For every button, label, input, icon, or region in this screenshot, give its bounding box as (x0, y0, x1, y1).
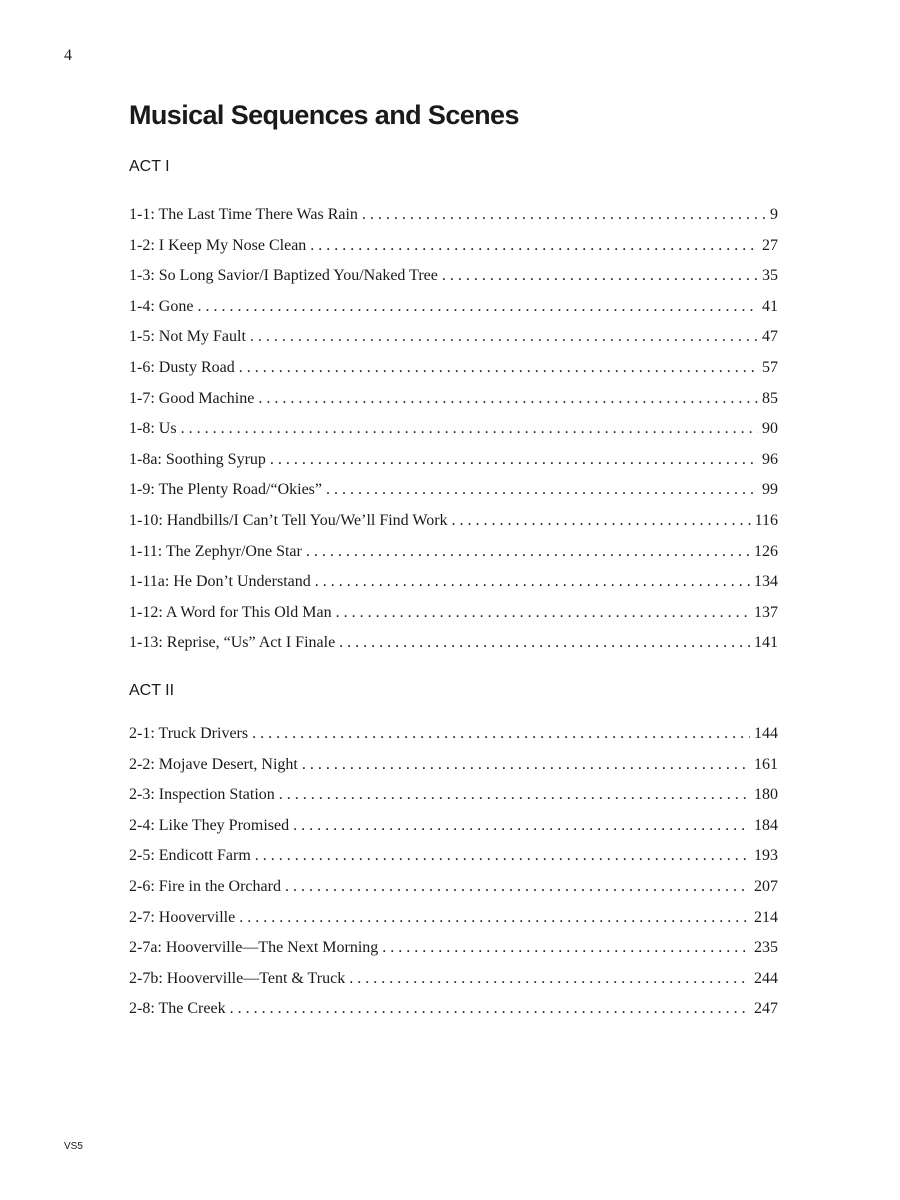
dot-leader (362, 206, 766, 224)
toc-entry-title: 1-11: The Zephyr/One Star (129, 542, 302, 560)
toc-entry[interactable] (129, 786, 778, 817)
toc-entry-title: 1-9: The Plenty Road/“Okies” (129, 481, 322, 499)
toc-entry[interactable] (129, 847, 778, 878)
toc-entry-title: 1-12: A Word for This Old Man (129, 603, 332, 621)
toc-entry-title: 2-2: Mojave Desert, Night (129, 755, 298, 773)
dot-leader (239, 909, 750, 927)
toc-entry[interactable] (129, 878, 778, 909)
dot-leader (239, 359, 758, 377)
toc-entry[interactable] (129, 634, 778, 665)
toc-entry-title: 1-3: So Long Savior/I Baptized You/Naked Tree (129, 267, 438, 285)
toc-entry[interactable] (129, 390, 778, 421)
toc-entry[interactable] (129, 756, 778, 787)
toc-list-act-1 (129, 206, 778, 665)
toc-entry-page: 57 (762, 358, 778, 376)
toc-entry-page: 134 (754, 573, 778, 591)
toc-entry[interactable] (129, 420, 778, 451)
toc-entry-title: 1-8a: Soothing Syrup (129, 450, 266, 468)
dot-leader (197, 298, 758, 316)
dot-leader (339, 634, 750, 652)
toc-entry-page: 47 (762, 328, 778, 346)
toc-entry-page: 99 (762, 481, 778, 499)
toc-entry[interactable] (129, 909, 778, 940)
dot-leader (310, 237, 758, 255)
dot-leader (250, 328, 758, 346)
toc-entry-page: 207 (754, 877, 778, 895)
toc-entry[interactable] (129, 298, 778, 329)
toc-entry[interactable] (129, 543, 778, 574)
toc-entry-page: 235 (754, 939, 778, 957)
page-number: 4 (64, 47, 72, 64)
toc-entry-page: 214 (754, 908, 778, 926)
toc-entry-page: 116 (754, 511, 778, 529)
toc-entry-title: 1-1: The Last Time There Was Rain (129, 206, 358, 223)
toc-entry[interactable] (129, 604, 778, 635)
dot-leader (452, 512, 751, 530)
toc-entry-title: 1-7: Good Machine (129, 389, 255, 407)
toc-entry[interactable] (129, 970, 778, 1001)
toc-entry-page: 193 (754, 847, 778, 865)
dot-leader (279, 786, 750, 804)
dot-leader (315, 573, 750, 591)
toc-entry[interactable] (129, 451, 778, 482)
toc-entry-page: 9 (770, 206, 778, 223)
toc-list-act-2 (129, 725, 778, 1031)
dot-leader (181, 420, 758, 438)
footer-code: VS5 (64, 1141, 83, 1152)
dot-leader (285, 878, 750, 896)
toc-entry-page: 96 (762, 450, 778, 468)
toc-entry-title: 1-11a: He Don’t Understand (129, 573, 311, 591)
toc-entry-title: 2-8: The Creek (129, 1000, 226, 1018)
toc-entry-title: 1-5: Not My Fault (129, 328, 246, 346)
toc-entry-page: 180 (754, 786, 778, 804)
toc-entry-title: 1-13: Reprise, “Us” Act I Finale (129, 634, 336, 652)
toc-entry-title: 2-4: Like They Promised (129, 816, 290, 834)
dot-leader (293, 817, 750, 835)
toc-entry-page: 244 (754, 969, 778, 987)
dot-leader (258, 390, 758, 408)
dot-leader (252, 725, 750, 743)
dot-leader (349, 970, 750, 988)
toc-entry[interactable] (129, 573, 778, 604)
toc-entry-page: 41 (762, 297, 778, 315)
toc-entry-title: 1-6: Dusty Road (129, 358, 235, 376)
toc-entry-page: 137 (754, 603, 778, 621)
toc-entry-title: 2-3: Inspection Station (129, 786, 275, 804)
act-heading-1: ACT I (129, 158, 170, 175)
toc-entry-title: 2-1: Truck Drivers (129, 725, 249, 742)
toc-entry-title: 2-7: Hooverville (129, 908, 236, 926)
dot-leader (306, 543, 750, 561)
toc-entry[interactable] (129, 359, 778, 390)
dot-leader (382, 939, 750, 957)
toc-entry-page: 141 (754, 634, 778, 652)
toc-entry-page: 90 (762, 420, 778, 438)
toc-entry-page: 144 (754, 725, 778, 742)
toc-entry-title: 2-6: Fire in the Orchard (129, 877, 281, 895)
toc-entry[interactable] (129, 725, 778, 756)
toc-entry-page: 27 (762, 236, 778, 254)
toc-entry-page: 247 (754, 1000, 778, 1018)
toc-entry[interactable] (129, 328, 778, 359)
dot-leader (326, 481, 758, 499)
dot-leader (255, 847, 750, 865)
toc-entry-title: 1-2: I Keep My Nose Clean (129, 236, 307, 254)
page-title: Musical Sequences and Scenes (129, 100, 519, 130)
dot-leader (442, 267, 758, 285)
toc-entry-title: 1-4: Gone (129, 297, 194, 315)
dot-leader (336, 604, 750, 622)
dot-leader (230, 1000, 750, 1018)
dot-leader (270, 451, 758, 469)
toc-entry-title: 1-8: Us (129, 420, 177, 438)
toc-entry-page: 35 (762, 267, 778, 285)
toc-entry[interactable] (129, 817, 778, 848)
act-heading-2: ACT II (129, 682, 175, 699)
toc-entry-title: 1-10: Handbills/I Can’t Tell You/We’ll Find Work (129, 511, 448, 529)
toc-entry[interactable] (129, 267, 778, 298)
toc-entry-title: 2-5: Endicott Farm (129, 847, 251, 865)
toc-entry-title: 2-7a: Hooverville—The Next Morning (129, 939, 379, 957)
toc-entry[interactable] (129, 939, 778, 970)
toc-entry[interactable] (129, 481, 778, 512)
toc-entry-title: 2-7b: Hooverville—Tent & Truck (129, 969, 346, 987)
toc-entry[interactable] (129, 237, 778, 268)
toc-entry-page: 161 (754, 755, 778, 773)
toc-entry[interactable] (129, 512, 778, 543)
toc-entry[interactable] (129, 206, 778, 237)
toc-entry[interactable] (129, 1000, 778, 1031)
toc-entry-page: 126 (754, 542, 778, 560)
dot-leader (302, 756, 750, 774)
toc-entry-page: 85 (762, 389, 778, 407)
toc-entry-page: 184 (754, 816, 778, 834)
